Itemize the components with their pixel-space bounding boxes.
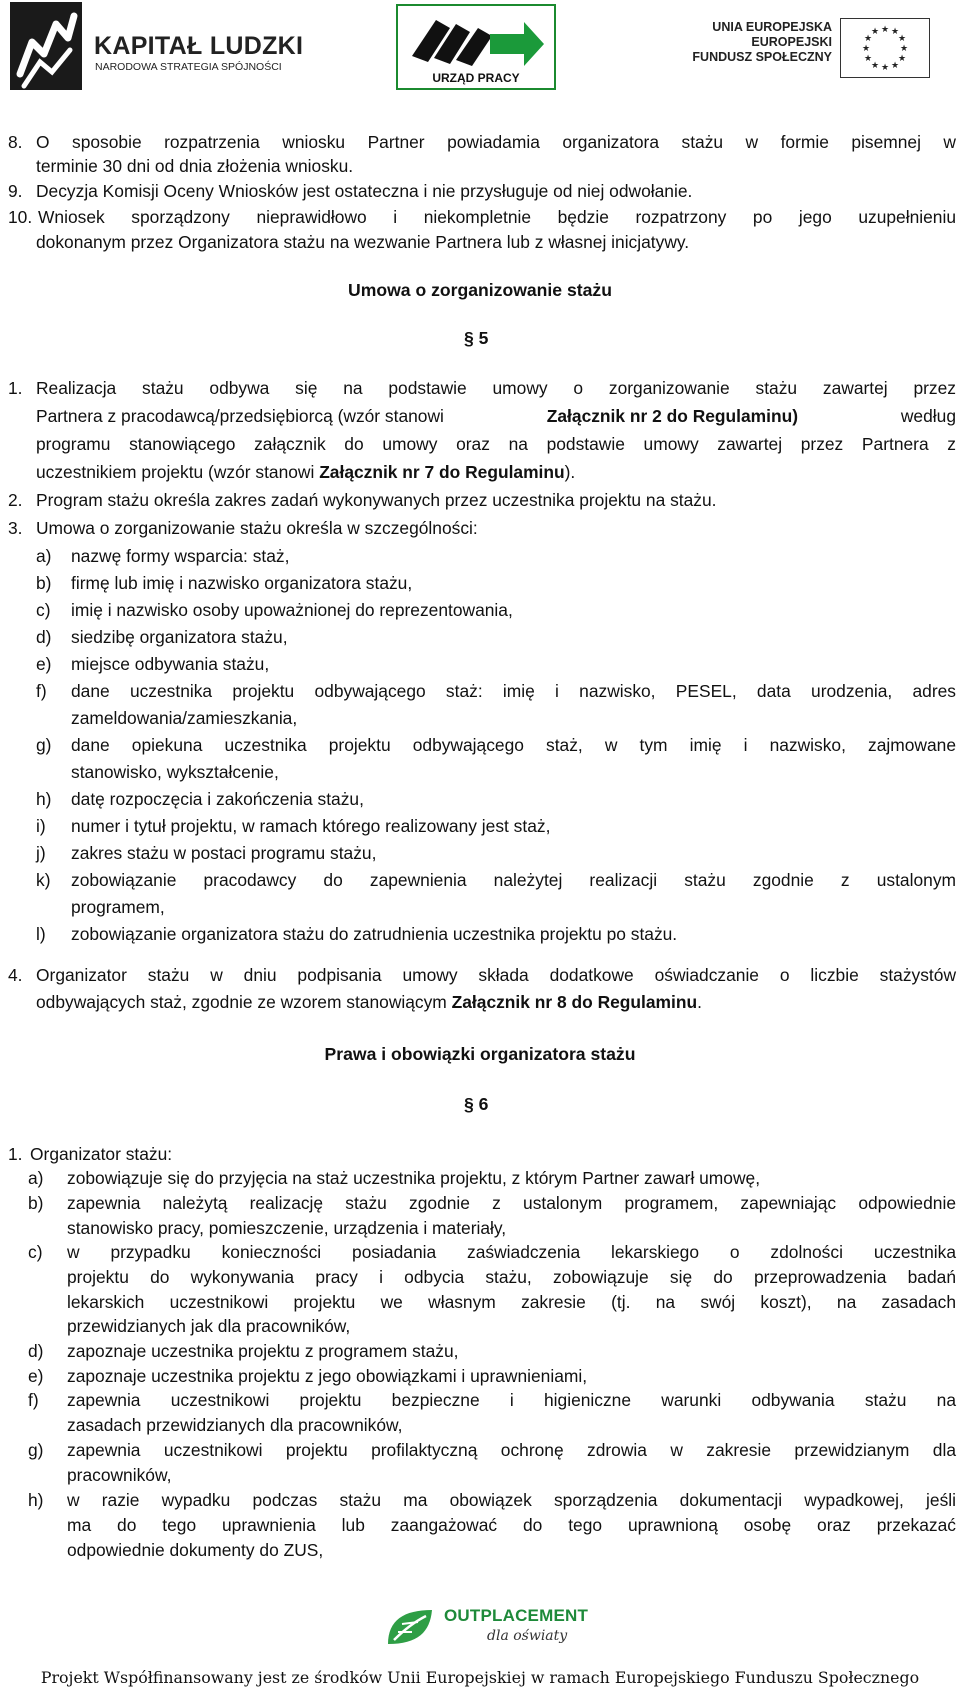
s5-p1-l2-attachment: Załącznik nr 2 do Regulaminu)	[546, 406, 799, 426]
s6-e-marker: e)	[28, 1366, 44, 1386]
s5-list-marker: g)	[36, 735, 52, 755]
eu-line-2: EUROPEJSKI	[751, 35, 832, 49]
outplacement-logo	[384, 1600, 589, 1650]
s5-list-marker: j)	[36, 843, 46, 863]
item-9-line-1: Decyzja Komisji Oceny Wniosków jest ostateczna i nie przysługuje od niej odwołanie.	[36, 181, 693, 201]
svg-text:★: ★	[890, 61, 900, 71]
s6-f-line-1: zapewnia uczestnikowi projektu bezpieczne i higieniczne warunki odbywania stażu na	[67, 1390, 956, 1410]
s6-a-line-1: zobowiązuje się do przyjęcia na staż uczestnika projektu, z którym Partner zawarł umowę,	[67, 1168, 761, 1188]
s5-point-1-line-1: Realizacja stażu odbywa się na podstawie umowy o zorganizowanie stażu zawartej przez	[36, 378, 956, 398]
urzad-pracy-arrow-icon	[406, 12, 546, 68]
s5-list-item-line-1: zobowiązanie pracodawcy do zapewnienia należytej realizacji stażu zgodnie z ustalonym	[71, 870, 956, 890]
s5-list-item-line-1: firmę lub imię i nazwisko organizatora stażu,	[71, 573, 413, 593]
kapital-ludzki-title: KAPITAŁ LUDZKI	[94, 32, 304, 60]
s5-list-marker: k)	[36, 870, 51, 890]
s5-list-item-line-1: datę rozpoczęcia i zakończenia stażu,	[71, 789, 364, 809]
svg-text:★: ★	[870, 61, 880, 71]
s6-d-line-1: zapoznaje uczestnika projektu z programem stażu,	[67, 1341, 459, 1361]
svg-text:★: ★	[863, 54, 873, 64]
outplacement-subtitle: dla oświaty	[487, 1628, 568, 1644]
s6-h-line-3: odpowiednie dokumenty do ZUS,	[67, 1540, 324, 1560]
s5-p1-l4-attachment: Załącznik nr 7 do Regulaminu	[319, 462, 565, 482]
s6-c-line-1: w przypadku konieczności posiadania zaświadczenia lekarskiego o zdolności uczestnika	[67, 1242, 956, 1262]
s5-list-marker: i)	[36, 816, 46, 836]
eu-line-1: UNIA EUROPEJSKA	[712, 20, 832, 34]
s5-point-2-line-1: Program stażu określa zakres zadań wykonywanych przez uczestnika projektu na stażu.	[36, 490, 717, 510]
urzad-pracy-label: URZĄD PRACY	[432, 71, 520, 85]
s5-list-marker: c)	[36, 600, 51, 620]
s5-p4-l2-text-a: odbywających staż, zgodnie ze wzorem stanowiącym	[36, 992, 452, 1012]
s5-point-3-line-1: Umowa o zorganizowanie stażu określa w szczególności:	[36, 518, 478, 538]
s5-list-item-line-2: zameldowania/zamieszkania,	[71, 708, 298, 728]
eu-line-3: FUNDUSZ SPOŁECZNY	[692, 50, 832, 64]
s5-point-4-line-1: Organizator stażu w dniu podpisania umowy składa dodatkowe oświadczanie o liczbie stażystów	[36, 965, 956, 985]
s5-list-item-line-1: dane opiekuna uczestnika projektu odbywającego staż, w tym imię i nazwisko, zajmowane	[71, 735, 956, 755]
s6-e-line-1: zapoznaje uczestnika projektu z jego obowiązkami i uprawnieniami,	[67, 1366, 588, 1386]
item-10-line-2: dokonanym przez Organizatora stażu na wezwanie Partnera lub z własnej inicjatywy.	[36, 232, 690, 252]
section-5-heading: Umowa o zorganizowanie stażu	[348, 280, 612, 300]
item-10-line-1: Wniosek sporządzony nieprawidłowo i niekompletnie będzie rozpatrzony po jego uzupełnieniu	[38, 207, 956, 227]
s6-c-line-2: projektu do wykonywania pracy i odbycia stażu, zobowiązuje się do przeprowadzenia badań	[67, 1267, 956, 1287]
s6-a-marker: a)	[28, 1168, 44, 1188]
svg-text:★: ★	[863, 34, 873, 44]
s5-list-item-line-1: siedzibę organizatora stażu,	[71, 627, 288, 647]
s5-list-marker: f)	[36, 681, 47, 701]
s5-point-1-number: 1.	[8, 378, 23, 398]
s5-point-1-line-3: programu stanowiącego załącznik do umowy oraz na podstawie umowy zawartej przez Partnera z	[36, 434, 956, 454]
item-10-number: 10.	[8, 207, 33, 227]
s6-b-line-1: zapewnia należytą realizację stażu zgodnie z ustalonym programem, zapewniając odpowiednie	[67, 1193, 956, 1213]
s6-g-line-1: zapewnia uczestnikowi projektu profilaktyczną ochronę zdrowia w zakresie przewidzianym dla	[67, 1440, 956, 1460]
svg-text:★: ★	[870, 27, 880, 37]
s5-list-item-line-1: dane uczestnika projektu odbywającego staż: imię i nazwisko, PESEL, data urodzenia, adres	[71, 681, 956, 701]
outplacement-title: OUTPLACEMENT	[444, 1606, 589, 1625]
svg-text:★: ★	[861, 44, 871, 54]
s5-p4-l2-text-c: .	[697, 992, 702, 1012]
svg-text:★: ★	[897, 34, 907, 44]
s6-b-line-2: stanowisko pracy, pomieszczenie, urządzenia i materiały,	[67, 1218, 507, 1238]
s5-p1-l4-text-c: ).	[564, 462, 576, 482]
s6-b-marker: b)	[28, 1193, 44, 1213]
s5-point-1-line-2	[36, 406, 956, 427]
urzad-pracy-logo	[396, 4, 556, 90]
s5-list-item-line-1: numer i tytuł projektu, w ramach którego realizowany jest staż,	[71, 816, 551, 836]
s6-point-1-number: 1.	[8, 1144, 23, 1164]
s5-list-marker: a)	[36, 546, 52, 566]
s5-list-item-line-1: zakres stażu w postaci programu stażu,	[71, 843, 377, 863]
s5-list-marker: d)	[36, 627, 52, 647]
s5-point-4-line-2	[36, 992, 702, 1013]
s5-list-item-line-1: nazwę formy wsparcia: staż,	[71, 546, 290, 566]
kapital-ludzki-logo	[10, 2, 310, 90]
s5-p1-l2-text-c: według	[900, 406, 956, 426]
s5-point-3-number: 3.	[8, 518, 23, 538]
s5-list-marker: h)	[36, 789, 52, 809]
s5-list-marker: l)	[36, 924, 46, 944]
s5-list-item-line-1: imię i nazwisko osoby upoważnionej do reprezentowania,	[71, 600, 513, 620]
s6-f-marker: f)	[28, 1390, 39, 1410]
svg-text:★: ★	[899, 44, 909, 54]
kapital-ludzki-subtitle: NARODOWA STRATEGIA SPÓJNOŚCI	[95, 61, 282, 73]
section-6-paragraph-mark: § 6	[464, 1094, 489, 1114]
item-8-line-1: O sposobie rozpatrzenia wniosku Partner powiadamia organizatora stażu w formie pisemnej w	[36, 132, 956, 152]
s6-c-line-3: lekarskich uczestnikowi projektu we własnym zakresie (tj. na swój koszt), na zasadach	[67, 1292, 956, 1312]
s5-list-item-line-1: zobowiązanie organizatora stażu do zatrudnienia uczestnika projektu po stażu.	[71, 924, 678, 944]
section-6-heading: Prawa i obowiązki organizatora stażu	[324, 1044, 636, 1064]
s6-g-marker: g)	[28, 1440, 44, 1460]
s5-list-item-line-2: programem,	[71, 897, 165, 917]
s5-list-marker: e)	[36, 654, 52, 674]
kapital-ludzki-emblem-icon	[10, 2, 82, 90]
s5-point-1-line-4	[36, 462, 575, 483]
eu-text	[692, 20, 832, 65]
s5-list-item-line-1: miejsce odbywania stażu,	[71, 654, 270, 674]
eu-flag-icon	[840, 18, 930, 78]
s5-p1-l2-text-a: Partnera z pracodawcą/przedsiębiorcą (wzór stanowi	[36, 406, 444, 426]
page-header	[0, 0, 960, 92]
svg-text:★: ★	[880, 63, 890, 73]
svg-text:★: ★	[880, 25, 890, 35]
item-8-number: 8.	[8, 132, 23, 152]
s6-g-line-2: pracowników,	[67, 1465, 172, 1485]
s6-point-1-line-1: Organizator stażu:	[30, 1144, 173, 1164]
s6-c-line-4: przewidzianych jak dla pracowników,	[67, 1316, 351, 1336]
svg-text:★: ★	[890, 27, 900, 37]
s6-h-line-2: ma do tego uprawnienia lub zaangażować do tego uprawnioną osobę oraz przekazać	[67, 1515, 956, 1535]
s6-f-line-2: zasadach przewidzianych dla pracowników,	[67, 1415, 403, 1435]
s5-list-item-line-2: stanowisko, wykształcenie,	[71, 762, 279, 782]
s5-p4-l2-attachment: Załącznik nr 8 do Regulaminu	[451, 992, 698, 1012]
s6-c-marker: c)	[28, 1242, 43, 1262]
s5-list-marker: b)	[36, 573, 52, 593]
s5-point-2-number: 2.	[8, 490, 23, 510]
s6-d-marker: d)	[28, 1341, 44, 1361]
footer-funding-note: Projekt Współfinansowany jest ze środków Unii Europejskiej w ramach Europejskiego Funduszu Społecznego	[40, 1668, 920, 1687]
s6-h-line-1: w razie wypadku podczas stażu ma obowiązek sporządzenia dokumentacji wypadkowej, jeśli	[67, 1490, 956, 1510]
s5-point-4-number: 4.	[8, 965, 23, 985]
item-9-number: 9.	[8, 181, 23, 201]
s6-h-marker: h)	[28, 1490, 44, 1510]
item-8-line-2: terminie 30 dni od dnia złożenia wniosku.	[36, 156, 354, 176]
s5-p1-l4-text-a: uczestnikiem projektu (wzór stanowi	[36, 462, 320, 482]
svg-text:★: ★	[897, 54, 907, 64]
outplacement-leaf-icon	[384, 1606, 436, 1648]
section-5-paragraph-mark: § 5	[464, 328, 489, 348]
